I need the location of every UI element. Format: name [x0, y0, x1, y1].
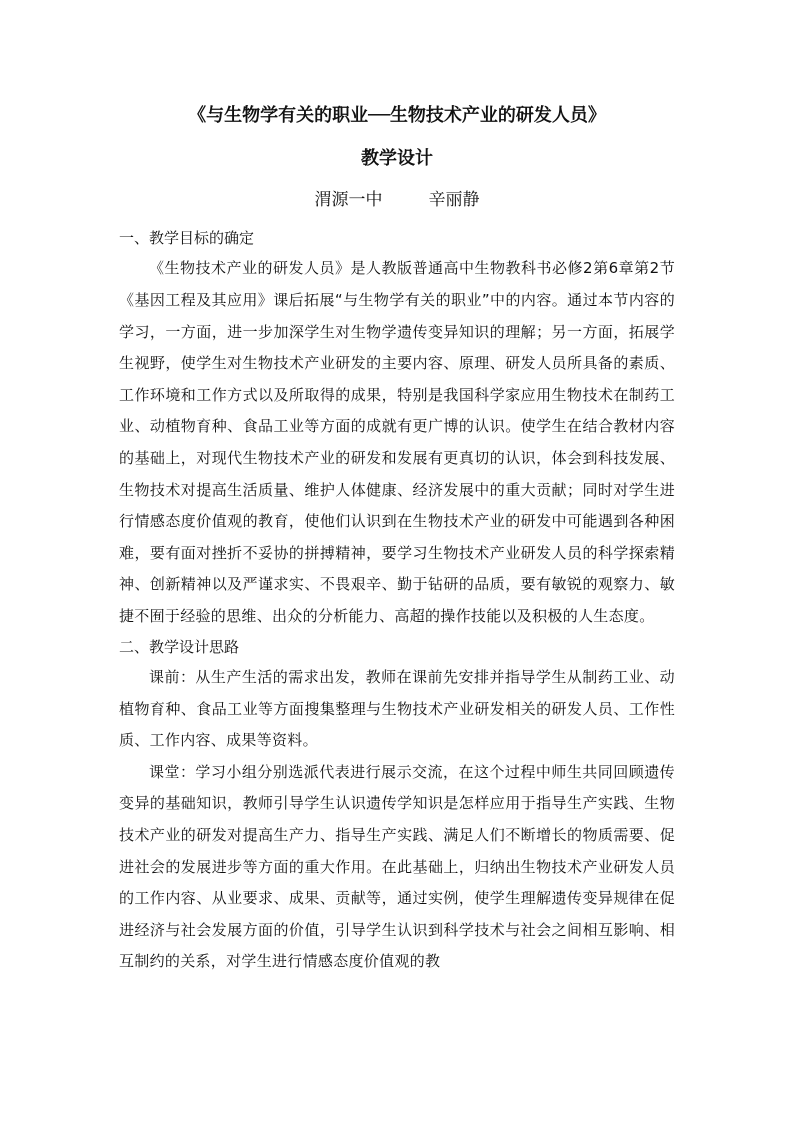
author-name: 辛丽静 [428, 190, 480, 210]
document-subtitle: 教学设计 [361, 148, 433, 169]
document-body [119, 224, 675, 978]
author-school: 渭源一中 [314, 190, 383, 210]
section-heading: 一、教学目标的确定 [119, 229, 255, 247]
paragraph: 课前：从生产生活的需求出发，教师在课前先安排并指导学生从制药工业、动植物育种、食品工业等方面搜集整理与生物技术产业研发相关的研发人员、工作性质、工作内容、成果等资料。 [119, 667, 675, 750]
paragraph: 《生物技术产业的研发人员》是人教版普通高中生物教科书必修2第6章第2节《基因工程及其应用》课后拓展“与生物学有关的职业”中的内容。通过本节内容的学习，一方面，进一步加深学生对生物学遗传变异知识的理解；另一方面，拓展学生视野，使学生对生物技术产业研发的主要内容、原理、研发人员所具备的素质、工作环境和工作方式以及所取得的成果，特别是我国科学家应用生物技术在制药工业、动植物育种、食品工业等方面的成就有更广博的认识。使学生在结合教材内容的基础上，对现代生物技术产业的研发和发展有更真切的认识，体会到科技发展、生物技术对提高生活质量、维护人体健康、经济发展中的重大贡献；同时对学生进行情感态度价值观的教育，使他们认识到在生物技术产业的研发中可能遇到各种困难，要有面对挫折不妥协的拼搏精神，要学习生物技术产业研发人员的科学探索精神、创新精神以及严谨求实、不畏艰辛、勤于钻研的品质，要有敏锐的观察力、敏捷不囿于经验的思维、出众的分析能力、高超的操作技能以及积极的人生态度。 [119, 259, 675, 625]
section-design-approach [119, 633, 675, 978]
section-heading: 二、教学设计思路 [119, 637, 240, 656]
paragraph: 课堂：学习小组分别选派代表进行展示交流，在这个过程中师生共同回顾遗传变异的基础知识，教师引导学生认识遗传学知识是怎样应用于指导生产实践、生物技术产业的研发对提高生产力、指导生产实践、满足人们不断增长的物质需要、促进社会的发展进步等方面的重大作用。在此基础上，归纳出生物技术产业研发人员的工作内容、从业要求、成果、贡献等，通过实例，使学生理解遗传变异规律在促进经济与社会发展方面的价值，引导学生认识到科学技术与社会之间相互影响、相互制约的关系，对学生进行情感态度价值观的教 [119, 762, 675, 971]
author-line [0, 188, 794, 212]
document-title: 《与生物学有关的职业──生物技术产业的研发人员》 [188, 105, 606, 126]
section-teaching-objectives [119, 224, 675, 633]
